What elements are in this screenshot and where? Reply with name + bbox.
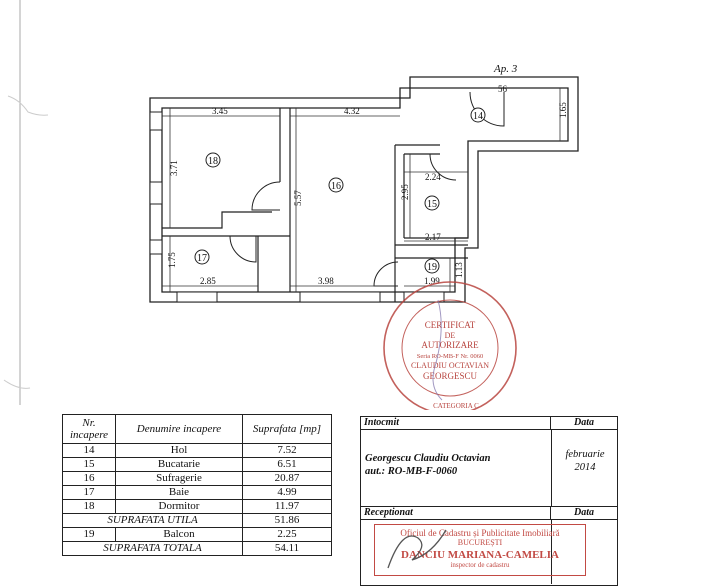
room-number: 14 (473, 111, 483, 122)
room-name-cell: Dormitor (116, 500, 243, 514)
data-label: Data (551, 507, 617, 520)
table-row (63, 472, 332, 486)
room-name-cell: Sufragerie (116, 472, 243, 486)
util-area-value: 51.86 (243, 514, 332, 528)
room-marker-17 (195, 250, 209, 264)
interior-walls (162, 108, 468, 302)
room-area-cell: 6.51 (243, 458, 332, 472)
room-name-cell: Bucatarie (116, 458, 243, 472)
room-id-cell: 19 (63, 528, 116, 542)
data-label: Data (551, 417, 617, 430)
date-year: 2014 (574, 462, 596, 473)
stamp-name: DANCIU MARIANA-CAMELIA (401, 549, 559, 561)
room-area-cell: 11.97 (243, 500, 332, 514)
dim-label: 5.57 (293, 190, 303, 206)
author-name: Georgescu Claudiu Octavian (365, 453, 491, 464)
table-row (63, 500, 332, 514)
room-area-cell: 20.87 (243, 472, 332, 486)
scan-smudge (8, 96, 48, 115)
stamp-city: BUCUREȘTI (457, 538, 503, 547)
dim-label: 4.32 (344, 106, 360, 116)
room-marker-19 (425, 259, 439, 273)
room-area-cell: 2.25 (243, 528, 332, 542)
total-area-label: SUPRAFATA TOTALA (63, 542, 243, 556)
seal-line: Seria RO-MB-F Nr. 0060 (416, 353, 484, 360)
dim-label: 3.45 (212, 106, 228, 116)
util-area-label: SUPRAFATA UTILA (63, 514, 243, 528)
dim-label: 2.85 (200, 276, 216, 286)
room-marker-18 (206, 153, 220, 167)
util-area-row (63, 514, 332, 528)
dim-label: 1.65 (558, 102, 568, 118)
seal-arc-text: CATEGORIA C (433, 402, 479, 410)
dim-label: 2.95 (400, 184, 410, 200)
total-area-value: 54.11 (243, 542, 332, 556)
seal-line: CERTIFICAT (424, 320, 476, 330)
column-header: Denumire incapere (116, 415, 243, 444)
room-number: 18 (208, 156, 218, 167)
table-row (63, 444, 332, 458)
seal-line: GEORGESCU (422, 371, 478, 381)
seal-line: AUTORIZARE (421, 340, 479, 350)
table-header-row (63, 415, 332, 444)
stamp-subtitle: inspector de cadastru (450, 561, 510, 569)
apartment-label: Ap. 3 (494, 63, 518, 75)
dim-label: 1.13 (454, 262, 464, 278)
dim-label: 56 (498, 84, 507, 94)
total-area-row (63, 542, 332, 556)
signature-scribble (433, 300, 442, 400)
seal-line: DE (444, 331, 456, 340)
door-swings (230, 92, 504, 286)
table-row (63, 528, 332, 542)
table-row (63, 486, 332, 500)
dim-label: 3.71 (169, 160, 179, 176)
dim-label: 1.75 (167, 252, 177, 268)
date-month: februarie (565, 449, 605, 460)
room-marker-14 (471, 108, 485, 122)
stamp-office: Oficiul de Cadastru și Publicitate Imobiliară (400, 528, 560, 538)
scan-smudge (4, 380, 30, 388)
windows (150, 112, 444, 302)
column-header: Suprafata [mp] (243, 415, 332, 444)
authorization-seal (384, 282, 516, 410)
dimension-lines (162, 88, 560, 292)
area-table (62, 414, 332, 556)
receptionat-label: Receptionat (361, 507, 551, 520)
room-number: 17 (197, 253, 207, 264)
signature-scribble (380, 516, 460, 576)
dim-label: 2.17 (425, 232, 441, 242)
room-name-cell: Baie (116, 486, 243, 500)
room-number: 19 (427, 262, 437, 273)
room-area-cell: 7.52 (243, 444, 332, 458)
dim-label: 3.98 (318, 276, 334, 286)
column-divider (551, 430, 552, 506)
room-name-cell: Balcon (116, 528, 243, 542)
dim-label: 2.24 (425, 172, 441, 182)
room-name-cell: Hol (116, 444, 243, 458)
intocmit-label: Intocmit (361, 417, 551, 430)
author-authorization: aut.: RO-MB-F-0060 (365, 466, 458, 477)
room-id-cell: 17 (63, 486, 116, 500)
room-id-cell: 14 (63, 444, 116, 458)
room-marker-16 (329, 178, 343, 192)
room-number: 16 (331, 181, 341, 192)
room-number: 15 (427, 199, 437, 210)
room-id-cell: 18 (63, 500, 116, 514)
table-row (63, 458, 332, 472)
seal-line: CLAUDIU OCTAVIAN (410, 361, 490, 370)
room-id-cell: 15 (63, 458, 116, 472)
dim-label: 1.99 (424, 276, 440, 286)
column-header: Nr. incapere (63, 415, 116, 444)
room-area-cell: 4.99 (243, 486, 332, 500)
room-id-cell: 16 (63, 472, 116, 486)
room-marker-15 (425, 196, 439, 210)
